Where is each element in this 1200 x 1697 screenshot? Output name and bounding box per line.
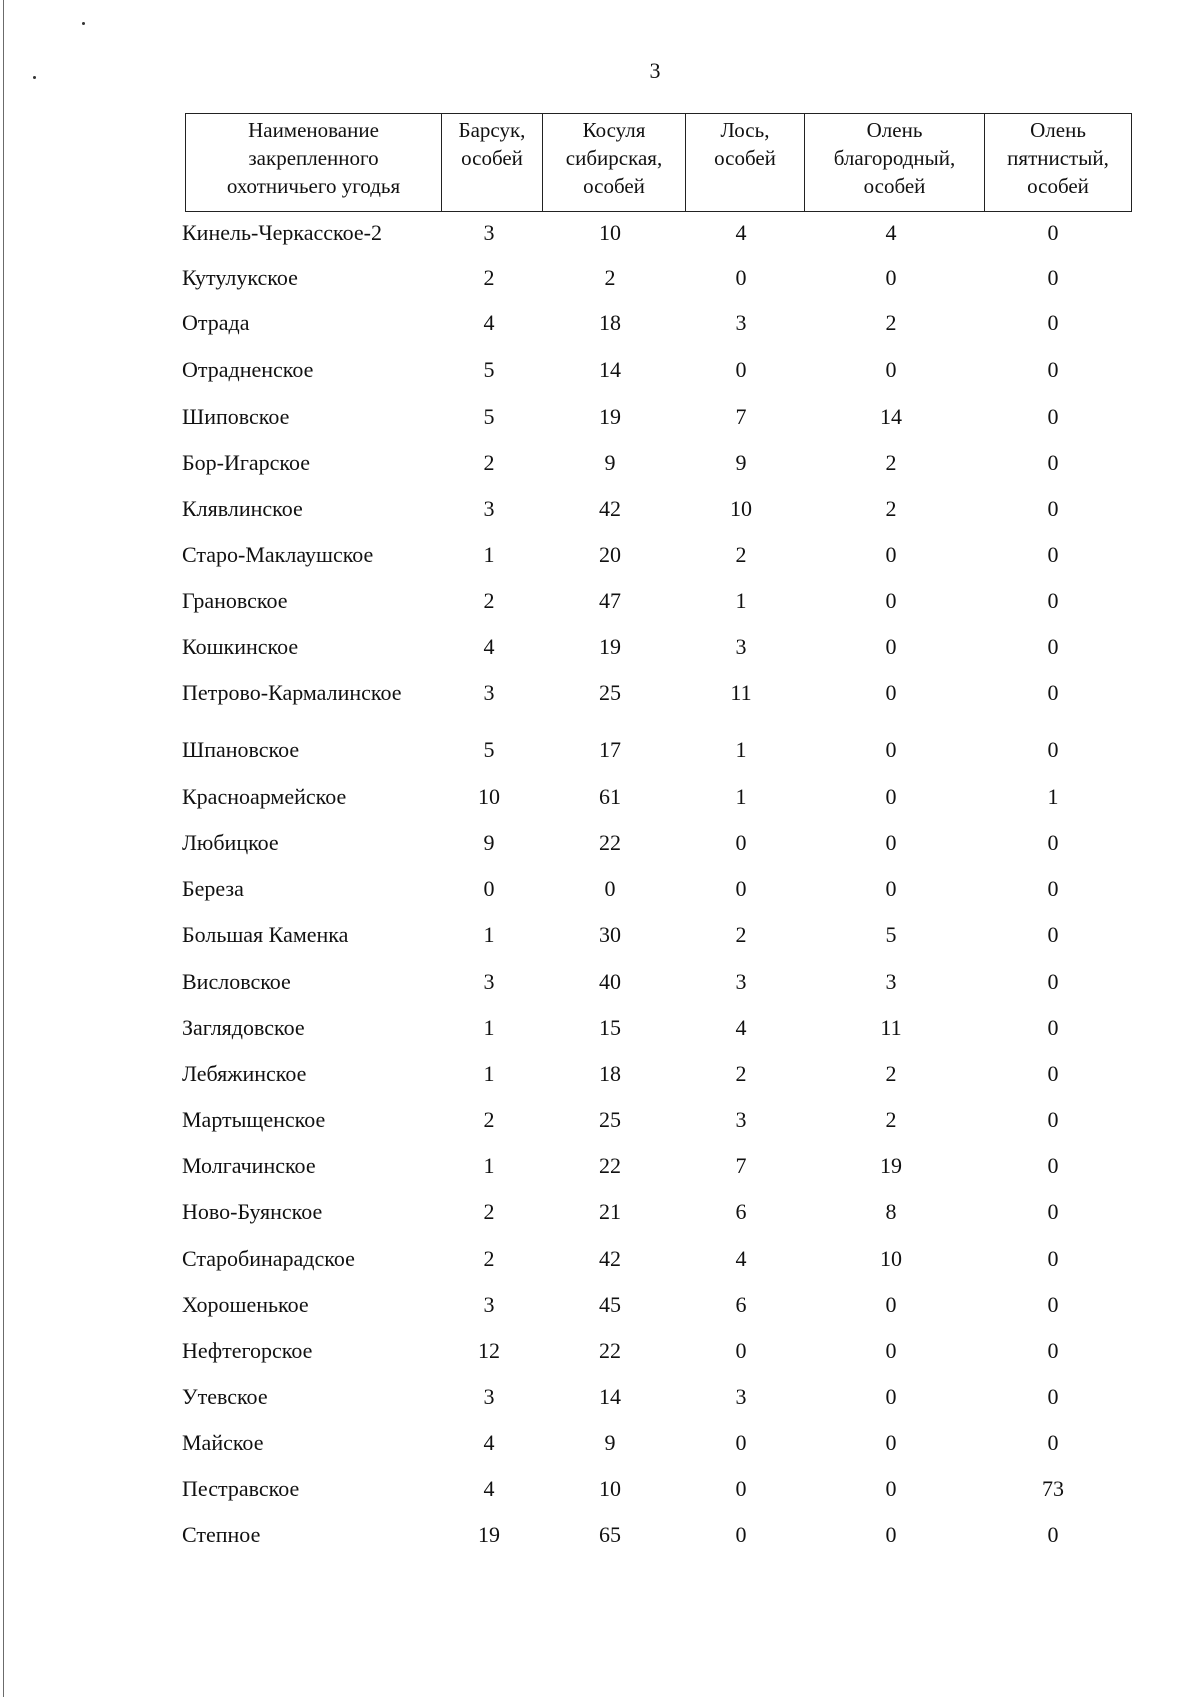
sika-deer-count: 0: [1047, 876, 1059, 901]
sika-deer-count: 0: [1047, 1384, 1059, 1409]
sika-deer-count: 0: [1047, 634, 1059, 659]
table-row: [0, 588, 1200, 622]
badger-count: 4: [483, 1476, 495, 1501]
badger-count: 3: [483, 496, 495, 521]
hunting-ground-name: Большая Каменка: [182, 922, 349, 947]
roe-deer-count: 19: [599, 404, 621, 429]
red-deer-count: 2: [885, 310, 897, 335]
roe-deer-count: 61: [599, 784, 621, 809]
table-row: [0, 1153, 1200, 1187]
hunting-ground-name: Степное: [182, 1522, 261, 1547]
red-deer-count: 4: [885, 220, 897, 245]
red-deer-count: 0: [885, 542, 897, 567]
red-deer-count: 0: [885, 784, 897, 809]
red-deer-count: 0: [885, 1522, 897, 1547]
badger-count: 2: [483, 450, 495, 475]
hunting-ground-name: Висловское: [182, 969, 291, 994]
page-number: 3: [649, 58, 661, 83]
hunting-ground-name: Ново-Буянское: [182, 1199, 323, 1224]
header-cell-badger: Барсук, особей: [442, 114, 543, 212]
sika-deer-count: 0: [1047, 404, 1059, 429]
table-row: [0, 634, 1200, 668]
moose-count: 1: [735, 588, 747, 613]
red-deer-count: 5: [885, 922, 897, 947]
table-row: [0, 310, 1200, 344]
sika-deer-count: 0: [1047, 1338, 1059, 1363]
badger-count: 1: [483, 1153, 495, 1178]
moose-count: 0: [735, 876, 747, 901]
table-row: [0, 876, 1200, 910]
badger-count: 2: [483, 588, 495, 613]
sika-deer-count: 0: [1047, 265, 1059, 290]
table-row: [0, 737, 1200, 771]
hunting-ground-name: Отрада: [182, 310, 250, 335]
moose-count: 1: [735, 784, 747, 809]
badger-count: 5: [483, 404, 495, 429]
scan-speck: [82, 22, 85, 25]
red-deer-count: 8: [885, 1199, 897, 1224]
roe-deer-count: 15: [599, 1015, 621, 1040]
table-row: [0, 404, 1200, 438]
moose-count: 7: [735, 1153, 747, 1178]
badger-count: 5: [483, 357, 495, 382]
moose-count: 9: [735, 450, 747, 475]
moose-count: 10: [730, 496, 752, 521]
table-row: [0, 1107, 1200, 1141]
roe-deer-count: 10: [599, 1476, 621, 1501]
table-row: [0, 922, 1200, 956]
sika-deer-count: 0: [1047, 1107, 1059, 1132]
table-row: [0, 542, 1200, 576]
roe-deer-count: 25: [599, 1107, 621, 1132]
table-row: [0, 1292, 1200, 1326]
roe-deer-count: 0: [604, 876, 616, 901]
roe-deer-count: 10: [599, 220, 621, 245]
table-row: [0, 1476, 1200, 1510]
hunting-ground-name: Кутулукское: [182, 265, 298, 290]
badger-count: 2: [483, 265, 495, 290]
moose-count: 3: [735, 634, 747, 659]
hunting-ground-name: Шпановское: [182, 737, 300, 762]
table-row: [0, 1522, 1200, 1556]
red-deer-count: 2: [885, 1107, 897, 1132]
badger-count: 10: [478, 784, 500, 809]
table-row: [0, 220, 1200, 254]
table-row: [0, 357, 1200, 391]
table-row: [0, 1061, 1200, 1095]
badger-count: 2: [483, 1107, 495, 1132]
sika-deer-count: 0: [1047, 1153, 1059, 1178]
moose-count: 4: [735, 1015, 747, 1040]
header-cell-red-deer: Олень благородный, особей: [805, 114, 985, 212]
table-row: [0, 1338, 1200, 1372]
sika-deer-count: 0: [1047, 357, 1059, 382]
roe-deer-count: 18: [599, 310, 621, 335]
roe-deer-count: 42: [599, 1246, 621, 1271]
roe-deer-count: 19: [599, 634, 621, 659]
table-row: [0, 450, 1200, 484]
roe-deer-count: 18: [599, 1061, 621, 1086]
badger-count: 5: [483, 737, 495, 762]
badger-count: 2: [483, 1199, 495, 1224]
sika-deer-count: 0: [1047, 737, 1059, 762]
badger-count: 1: [483, 1015, 495, 1040]
badger-count: 3: [483, 220, 495, 245]
red-deer-count: 2: [885, 1061, 897, 1086]
header-cell-hunting-ground: Наименование закрепленного охотничьего угодья: [186, 114, 442, 212]
moose-count: 6: [735, 1199, 747, 1224]
hunting-ground-name: Любицкое: [182, 830, 279, 855]
red-deer-count: 0: [885, 1476, 897, 1501]
hunting-ground-name: Шиповское: [182, 404, 290, 429]
sika-deer-count: 0: [1047, 969, 1059, 994]
roe-deer-count: 30: [599, 922, 621, 947]
moose-count: 4: [735, 220, 747, 245]
hunting-ground-name: Хорошенькое: [182, 1292, 309, 1317]
hunting-ground-name: Пестравское: [182, 1476, 300, 1501]
table-row: [0, 496, 1200, 530]
hunting-ground-name: Мартыщенское: [182, 1107, 326, 1132]
badger-count: 4: [483, 310, 495, 335]
sika-deer-count: 0: [1047, 1292, 1059, 1317]
sika-deer-count: 0: [1047, 922, 1059, 947]
roe-deer-count: 20: [599, 542, 621, 567]
sika-deer-count: 1: [1047, 784, 1059, 809]
moose-count: 0: [735, 1338, 747, 1363]
red-deer-count: 0: [885, 876, 897, 901]
red-deer-count: 2: [885, 496, 897, 521]
red-deer-count: 0: [885, 830, 897, 855]
red-deer-count: 11: [880, 1015, 902, 1040]
moose-count: 0: [735, 1522, 747, 1547]
hunting-ground-name: Старо-Маклаушское: [182, 542, 374, 567]
roe-deer-count: 22: [599, 1338, 621, 1363]
hunting-ground-name: Молгачинское: [182, 1153, 316, 1178]
red-deer-count: 0: [885, 737, 897, 762]
roe-deer-count: 22: [599, 1153, 621, 1178]
roe-deer-count: 9: [604, 450, 616, 475]
table-row: [0, 1199, 1200, 1233]
hunting-ground-name: Майское: [182, 1430, 264, 1455]
hunting-ground-name: Петрово-Кармалинское: [182, 680, 402, 705]
roe-deer-count: 42: [599, 496, 621, 521]
roe-deer-count: 47: [599, 588, 621, 613]
sika-deer-count: 0: [1047, 680, 1059, 705]
moose-count: 1: [735, 737, 747, 762]
moose-count: 2: [735, 1061, 747, 1086]
moose-count: 4: [735, 1246, 747, 1271]
roe-deer-count: 21: [599, 1199, 621, 1224]
badger-count: 3: [483, 1292, 495, 1317]
sika-deer-count: 0: [1047, 1199, 1059, 1224]
moose-count: 11: [730, 680, 752, 705]
red-deer-count: 0: [885, 1292, 897, 1317]
table-row: [0, 265, 1200, 299]
hunting-ground-name: Бор-Игарское: [182, 450, 311, 475]
roe-deer-count: 17: [599, 737, 621, 762]
sika-deer-count: 0: [1047, 542, 1059, 567]
table-row: [0, 830, 1200, 864]
hunting-ground-name: Береза: [182, 876, 244, 901]
moose-count: 0: [735, 830, 747, 855]
table-row: [0, 1384, 1200, 1418]
moose-count: 7: [735, 404, 747, 429]
sika-deer-count: 0: [1047, 450, 1059, 475]
hunting-ground-name: Клявлинское: [182, 496, 303, 521]
header-cell-roe-deer: Косуля сибирская, особей: [543, 114, 686, 212]
badger-count: 12: [478, 1338, 500, 1363]
table-header: [185, 113, 1132, 212]
hunting-ground-name: Нефтегорское: [182, 1338, 313, 1363]
sika-deer-count: 0: [1047, 1430, 1059, 1455]
badger-count: 3: [483, 680, 495, 705]
sika-deer-count: 0: [1047, 310, 1059, 335]
moose-count: 0: [735, 1476, 747, 1501]
red-deer-count: 0: [885, 1384, 897, 1409]
hunting-ground-name: Грановское: [182, 588, 288, 613]
red-deer-count: 0: [885, 357, 897, 382]
red-deer-count: 10: [880, 1246, 902, 1271]
badger-count: 9: [483, 830, 495, 855]
roe-deer-count: 25: [599, 680, 621, 705]
roe-deer-count: 45: [599, 1292, 621, 1317]
sika-deer-count: 0: [1047, 1061, 1059, 1086]
red-deer-count: 2: [885, 450, 897, 475]
moose-count: 2: [735, 542, 747, 567]
roe-deer-count: 40: [599, 969, 621, 994]
badger-count: 1: [483, 542, 495, 567]
sika-deer-count: 0: [1047, 1246, 1059, 1271]
moose-count: 0: [735, 265, 747, 290]
moose-count: 3: [735, 1107, 747, 1132]
red-deer-count: 0: [885, 1430, 897, 1455]
red-deer-count: 0: [885, 680, 897, 705]
hunting-ground-name: Заглядовское: [182, 1015, 305, 1040]
red-deer-count: 0: [885, 634, 897, 659]
header-cell-sika-deer: Олень пятнистый, особей: [985, 114, 1132, 212]
roe-deer-count: 22: [599, 830, 621, 855]
badger-count: 4: [483, 634, 495, 659]
badger-count: 19: [478, 1522, 500, 1547]
red-deer-count: 0: [885, 265, 897, 290]
table-row: [0, 680, 1200, 714]
roe-deer-count: 14: [599, 1384, 621, 1409]
sika-deer-count: 0: [1047, 496, 1059, 521]
table-row: [0, 1430, 1200, 1464]
hunting-ground-name: Кошкинское: [182, 634, 299, 659]
red-deer-count: 14: [880, 404, 902, 429]
hunting-ground-name: Кинель-Черкасское-2: [182, 220, 382, 245]
badger-count: 0: [483, 876, 495, 901]
roe-deer-count: 9: [604, 1430, 616, 1455]
table-row: [0, 1015, 1200, 1049]
hunting-ground-name: Отрадненское: [182, 357, 314, 382]
hunting-ground-name: Утевское: [182, 1384, 268, 1409]
sika-deer-count: 0: [1047, 1015, 1059, 1040]
table-row: [0, 784, 1200, 818]
roe-deer-count: 65: [599, 1522, 621, 1547]
hunting-ground-name: Лебяжинское: [182, 1061, 307, 1086]
red-deer-count: 0: [885, 588, 897, 613]
badger-count: 2: [483, 1246, 495, 1271]
sika-deer-count: 73: [1042, 1476, 1064, 1501]
roe-deer-count: 14: [599, 357, 621, 382]
roe-deer-count: 2: [604, 265, 616, 290]
table-row: [0, 969, 1200, 1003]
moose-count: 3: [735, 1384, 747, 1409]
moose-count: 0: [735, 357, 747, 382]
sika-deer-count: 0: [1047, 1522, 1059, 1547]
hunting-ground-name: Старобинарадское: [182, 1246, 355, 1271]
moose-count: 6: [735, 1292, 747, 1317]
table-row: [0, 1246, 1200, 1280]
badger-count: 1: [483, 922, 495, 947]
red-deer-count: 0: [885, 1338, 897, 1363]
red-deer-count: 3: [885, 969, 897, 994]
moose-count: 3: [735, 310, 747, 335]
red-deer-count: 19: [880, 1153, 902, 1178]
badger-count: 1: [483, 1061, 495, 1086]
moose-count: 3: [735, 969, 747, 994]
sika-deer-count: 0: [1047, 588, 1059, 613]
sika-deer-count: 0: [1047, 220, 1059, 245]
header-cell-moose: Лось, особей: [686, 114, 805, 212]
sika-deer-count: 0: [1047, 830, 1059, 855]
moose-count: 2: [735, 922, 747, 947]
hunting-ground-name: Красноармейское: [182, 784, 347, 809]
moose-count: 0: [735, 1430, 747, 1455]
badger-count: 4: [483, 1430, 495, 1455]
badger-count: 3: [483, 969, 495, 994]
badger-count: 3: [483, 1384, 495, 1409]
